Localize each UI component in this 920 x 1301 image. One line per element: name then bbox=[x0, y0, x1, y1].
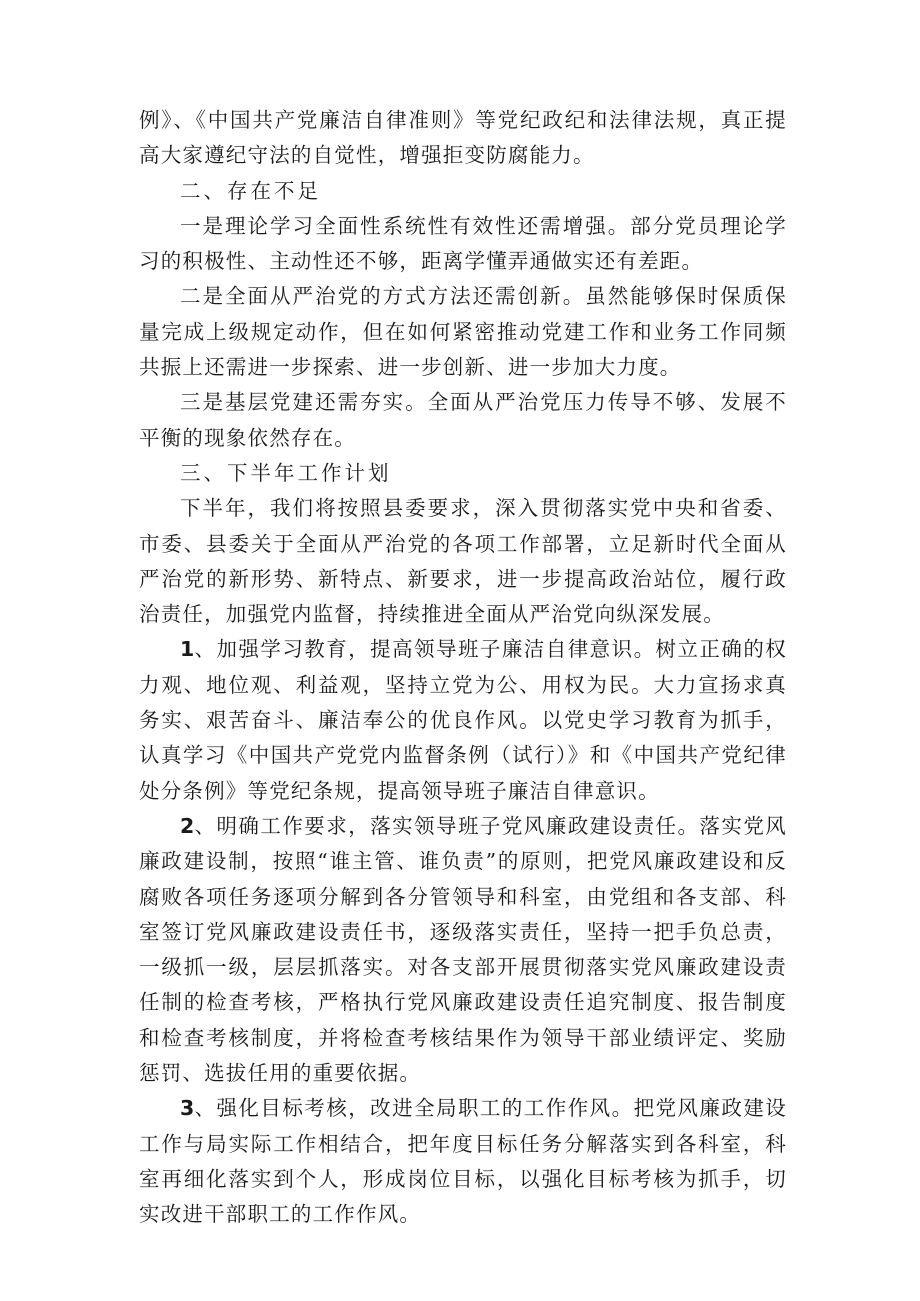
plan-item-3-text: 、强化目标考核，改进全局职工的工作作风。把党风廉政建设工作与局实际工作相结合，把年度目标任务分解落实到各科室，科室再细化落实到个人，形成岗位目标，以强化目标考核为抓手，切实改进干部职工的工作作风。 bbox=[139, 1096, 787, 1227]
paragraph-continuation: 例》、《中国共产党廉洁自律准则》等党纪政纪和法律法规，真正提高大家遵纪守法的自觉性，增强拒变防腐能力。 bbox=[139, 108, 787, 168]
paragraph-shortcoming-2: 二是全面从严治党的方式方法还需创新。虽然能够保时保质保量完成上级规定动作，但在如何紧密推动党建工作和业务工作同频共振上还需进一步探索、进一步创新、进一步加大力度。 bbox=[139, 284, 787, 380]
plan-item-3-number: 3 bbox=[180, 1096, 195, 1121]
section-heading-shortcomings: 二、存在不足 bbox=[180, 178, 321, 203]
plan-item-1 bbox=[139, 632, 787, 808]
document-body bbox=[139, 103, 787, 1233]
plan-item-2-text: 、明确工作要求，落实领导班子党风廉政建设责任。落实党风廉政建设制，按照“谁主管、谁负责”的原则，把党风廉政建设和反腐败各项任务逐项分解到各分管领导和科室，由党组和各支部、科室签订党风廉政建设责任书，逐级落实责任，坚持一把手负总责，一级抓一级，层层抓落实。对各支部开展贯彻落实党风廉政建设责任制的检查考核，严格执行党风廉政建设责任追究制度、报告制度和检查考核制度，并将检查考核结果作为领导干部业绩评定、奖励惩罚、选拔任用的重要依据。 bbox=[139, 813, 787, 1086]
plan-item-2 bbox=[139, 809, 787, 1091]
paragraph-shortcoming-1: 一是理论学习全面性系统性有效性还需增强。部分党员理论学习的积极性、主动性还不够，距离学懂弄通做实还有差距。 bbox=[139, 213, 787, 274]
plan-item-2-number: 2 bbox=[180, 813, 195, 838]
plan-item-1-number: 1 bbox=[180, 637, 195, 662]
plan-item-1-text: 、加强学习教育，提高领导班子廉洁自律意识。树立正确的权力观、地位观、利益观，坚持立党为公、用权为民。大力宣扬求真务实、艰苦奋斗、廉洁奉公的优良作风。以党史学习教育为抓手，认真学习《中国共产党党内监督条例（试行）》和《中国共产党纪律处分条例》等党纪条规，提高领导班子廉洁自律意识。 bbox=[139, 637, 787, 803]
paragraph-work-plan-intro: 下半年，我们将按照县委要求，深入贯彻落实党中央和省委、市委、县委关于全面从严治党的各项工作部署，立足新时代全面从严治党的新形势、新特点、新要求，进一步提高政治站位，履行政治责任，加强党内监督，持续推进全面从严治党向纵深发展。 bbox=[139, 496, 787, 627]
plan-item-3 bbox=[139, 1091, 787, 1232]
section-heading-work-plan: 三、下半年工作计划 bbox=[180, 460, 392, 485]
paragraph-shortcoming-3: 三是基层党建还需夯实。全面从严治党压力传导不够、发展不平衡的现象依然存在。 bbox=[139, 390, 787, 450]
